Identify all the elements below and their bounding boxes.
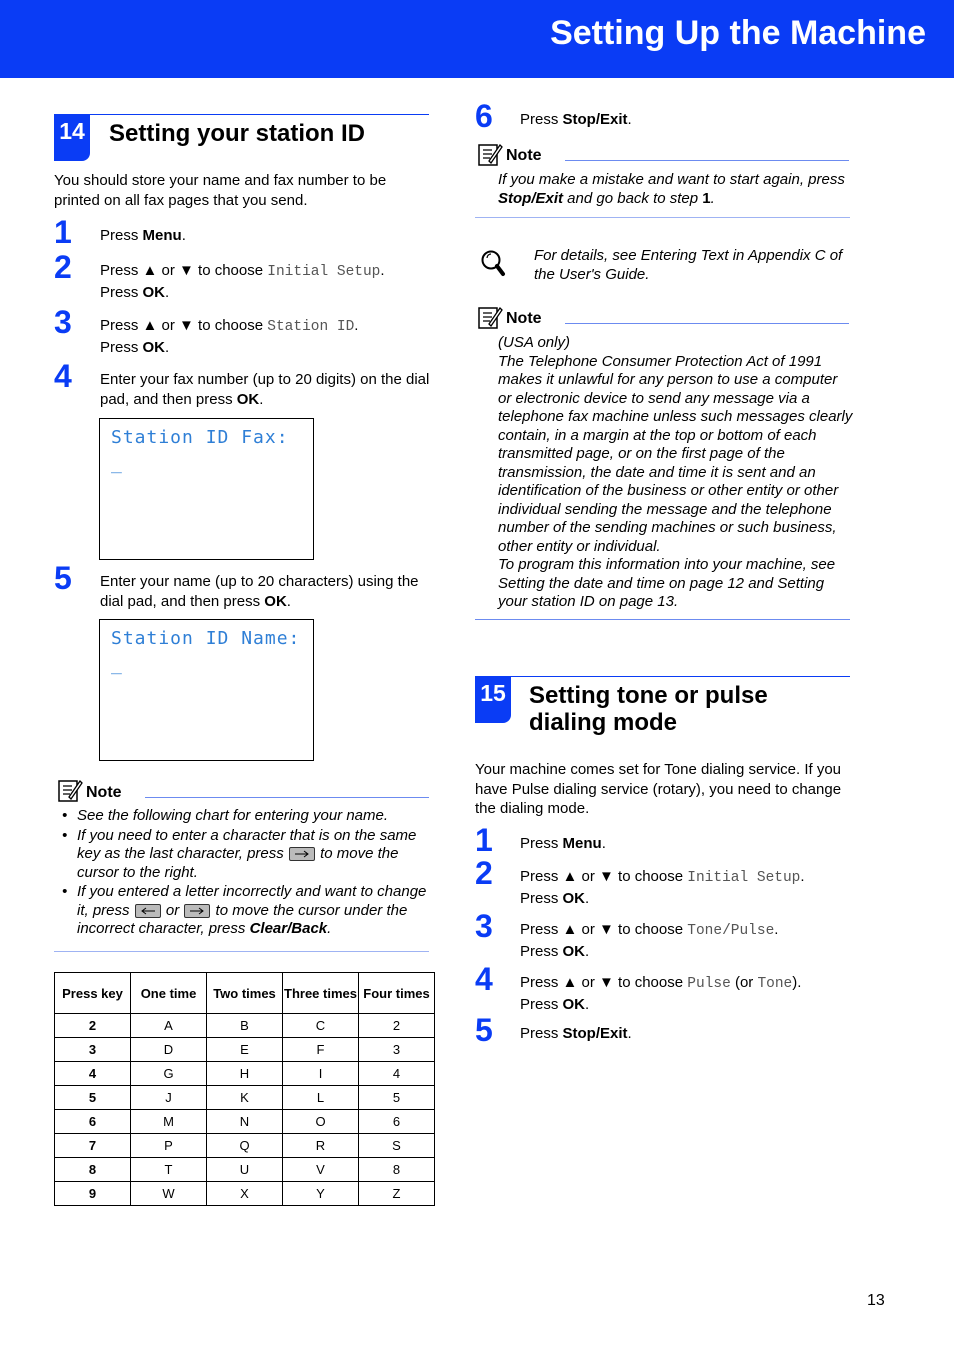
step-number: 6 — [475, 98, 493, 134]
note-pencil-icon — [477, 141, 503, 172]
section-rule — [475, 676, 850, 677]
table-cell: 2 — [55, 1014, 131, 1038]
table-cell: 7 — [55, 1134, 131, 1158]
step-number: 1 — [475, 822, 493, 858]
table-cell: 8 — [359, 1158, 435, 1182]
table-cell: H — [207, 1062, 283, 1086]
table-row — [55, 1134, 435, 1158]
lcd-option: Initial Setup — [687, 870, 801, 886]
table-cell: U — [207, 1158, 283, 1182]
column-header: Three times — [283, 973, 359, 1014]
note-text: (USA only) The Telephone Consumer Protection Act of 1991 makes it unlawful for any person to use a computer or electronic device to send any message via a telephone fax machine unless such messages clearly contain, in a margin at the top or bottom of each transmitted page, or on the first page of the transmission, the date and time it is sent and an identification of the business or other entity or other individual sending the message and the telephone number of the sending machines or such business, other entity or individual. To program this information into your machine, see Setting the date and time on page 12 and Setting your station ID on page 13. — [498, 334, 853, 610]
table-cell: I — [283, 1062, 359, 1086]
details-text: For details, see Entering Text in Appendix C of the User's Guide. — [534, 247, 843, 283]
step-number: 4 — [475, 961, 493, 997]
step-number: 2 — [475, 855, 493, 891]
page-title: Setting Up the Machine — [550, 14, 926, 52]
step-text: Press ▲ or ▼ to choose Initial Setup. Press OK. — [520, 868, 805, 907]
lcd-option: Station ID — [267, 319, 355, 335]
column-header: Press key — [55, 973, 131, 1014]
section-title: Setting your station ID — [109, 120, 366, 147]
table-cell: T — [131, 1158, 207, 1182]
column-header: One time — [131, 973, 207, 1014]
table-cell: Y — [283, 1182, 359, 1206]
step-number: 1 — [54, 214, 72, 250]
table-cell: X — [207, 1182, 283, 1206]
table-row — [55, 1062, 435, 1086]
section-intro: You should store your name and fax number to be printed on all fax pages that you send. — [54, 172, 387, 209]
table-row — [55, 1158, 435, 1182]
lcd-option: Initial Setup — [267, 264, 381, 280]
table-cell: S — [359, 1134, 435, 1158]
section-number: 15 — [475, 676, 511, 723]
note-end-rule — [54, 951, 429, 952]
step-text: Press Stop/Exit. — [520, 1025, 632, 1042]
step-text: Enter your name (up to 20 characters) using the dial pad, and then press OK. — [100, 573, 419, 610]
lcd-display — [99, 418, 314, 560]
table-cell: N — [207, 1110, 283, 1134]
magnifier-icon — [478, 247, 508, 286]
lcd-option: Tone — [757, 976, 793, 992]
table-row — [55, 1182, 435, 1206]
table-row — [55, 1110, 435, 1134]
left-arrow-key-icon — [135, 904, 161, 918]
note-end-rule — [475, 619, 850, 620]
table-cell: 6 — [55, 1110, 131, 1134]
column-header: Two times — [207, 973, 283, 1014]
step-text: Press ▲ or ▼ to choose Tone/Pulse. Press OK. — [520, 921, 779, 960]
lcd-option: Tone/Pulse — [687, 923, 775, 939]
note-bullet: • If you entered a letter incorrectly and want to change it, press or to move the cursor under the incorrect character, press Clear/Back. — [62, 883, 427, 937]
table-cell: 6 — [359, 1110, 435, 1134]
note-end-rule — [475, 217, 850, 218]
table-cell: A — [131, 1014, 207, 1038]
step-number: 3 — [54, 304, 72, 340]
lcd-cursor: _ — [111, 453, 123, 474]
section-title: Setting tone or pulse dialing mode — [529, 682, 768, 736]
table-cell: P — [131, 1134, 207, 1158]
table-cell: J — [131, 1086, 207, 1110]
table-cell: L — [283, 1086, 359, 1110]
table-cell: K — [207, 1086, 283, 1110]
step-number: 2 — [54, 249, 72, 285]
section-number: 14 — [54, 114, 90, 161]
lcd-display — [99, 619, 314, 761]
step-number: 4 — [54, 358, 72, 394]
table-cell: 2 — [359, 1014, 435, 1038]
table-row — [55, 1014, 435, 1038]
step-number: 5 — [475, 1012, 493, 1048]
table-cell: Z — [359, 1182, 435, 1206]
table-cell: 5 — [359, 1086, 435, 1110]
table-cell: O — [283, 1110, 359, 1134]
note-pencil-icon — [57, 777, 83, 808]
table-cell: F — [283, 1038, 359, 1062]
note-rule — [565, 160, 849, 161]
note-text: If you make a mistake and want to start again, press Stop/Exit and go back to step 1. — [498, 171, 845, 207]
lcd-line: Station ID Fax: — [111, 427, 289, 448]
note-label: Note — [86, 784, 122, 801]
table-cell: R — [283, 1134, 359, 1158]
table-row — [55, 1038, 435, 1062]
table-cell: B — [207, 1014, 283, 1038]
note-pencil-icon — [477, 304, 503, 335]
step-text: Press Stop/Exit. — [520, 111, 632, 128]
note-bullet: • See the following chart for entering your name. — [62, 807, 389, 824]
table-cell: 8 — [55, 1158, 131, 1182]
table-cell: 9 — [55, 1182, 131, 1206]
table-cell: 5 — [55, 1086, 131, 1110]
table-cell: C — [283, 1014, 359, 1038]
table-cell: Q — [207, 1134, 283, 1158]
table-cell: D — [131, 1038, 207, 1062]
step-text: Press ▲ or ▼ to choose Initial Setup. Press OK. — [100, 262, 385, 301]
table-cell: M — [131, 1110, 207, 1134]
table-row — [55, 1086, 435, 1110]
page-number: 13 — [867, 1292, 885, 1309]
note-rule — [565, 323, 849, 324]
right-arrow-key-icon — [184, 904, 210, 918]
step-text: Press Menu. — [520, 835, 606, 852]
note-bullet: • If you need to enter a character that is on the same key as the last character, press to move the cursor to the right. — [62, 826, 417, 881]
column-header: Four times — [359, 973, 435, 1014]
right-arrow-key-icon — [289, 847, 315, 861]
note-bullets — [62, 807, 429, 939]
table-cell: V — [283, 1158, 359, 1182]
table-cell: G — [131, 1062, 207, 1086]
step-text: Enter your fax number (up to 20 digits) on the dial pad, and then press OK. — [100, 371, 430, 408]
table-cell: 3 — [55, 1038, 131, 1062]
lcd-option: Pulse — [687, 976, 731, 992]
table-cell: 3 — [359, 1038, 435, 1062]
step-number: 5 — [54, 560, 72, 596]
note-label: Note — [506, 310, 542, 327]
step-text: Press ▲ or ▼ to choose Pulse (or Tone). Press OK. — [520, 974, 802, 1013]
step-text: Press ▲ or ▼ to choose Station ID. Press OK. — [100, 317, 359, 356]
table-cell: W — [131, 1182, 207, 1206]
lcd-cursor: _ — [111, 654, 123, 675]
step-number: 3 — [475, 908, 493, 944]
table-header-row — [55, 973, 435, 1014]
table-cell: 4 — [55, 1062, 131, 1086]
note-label: Note — [506, 147, 542, 164]
section-rule — [54, 114, 429, 115]
character-table — [54, 972, 435, 1206]
table-cell: 4 — [359, 1062, 435, 1086]
note-rule — [145, 797, 429, 798]
table-cell: E — [207, 1038, 283, 1062]
lcd-line: Station ID Name: — [111, 628, 301, 649]
step-text: Press Menu. — [100, 227, 186, 244]
section-intro: Your machine comes set for Tone dialing service. If you have Pulse dialing service (rotary), you need to change the dialing mode. — [475, 761, 842, 817]
